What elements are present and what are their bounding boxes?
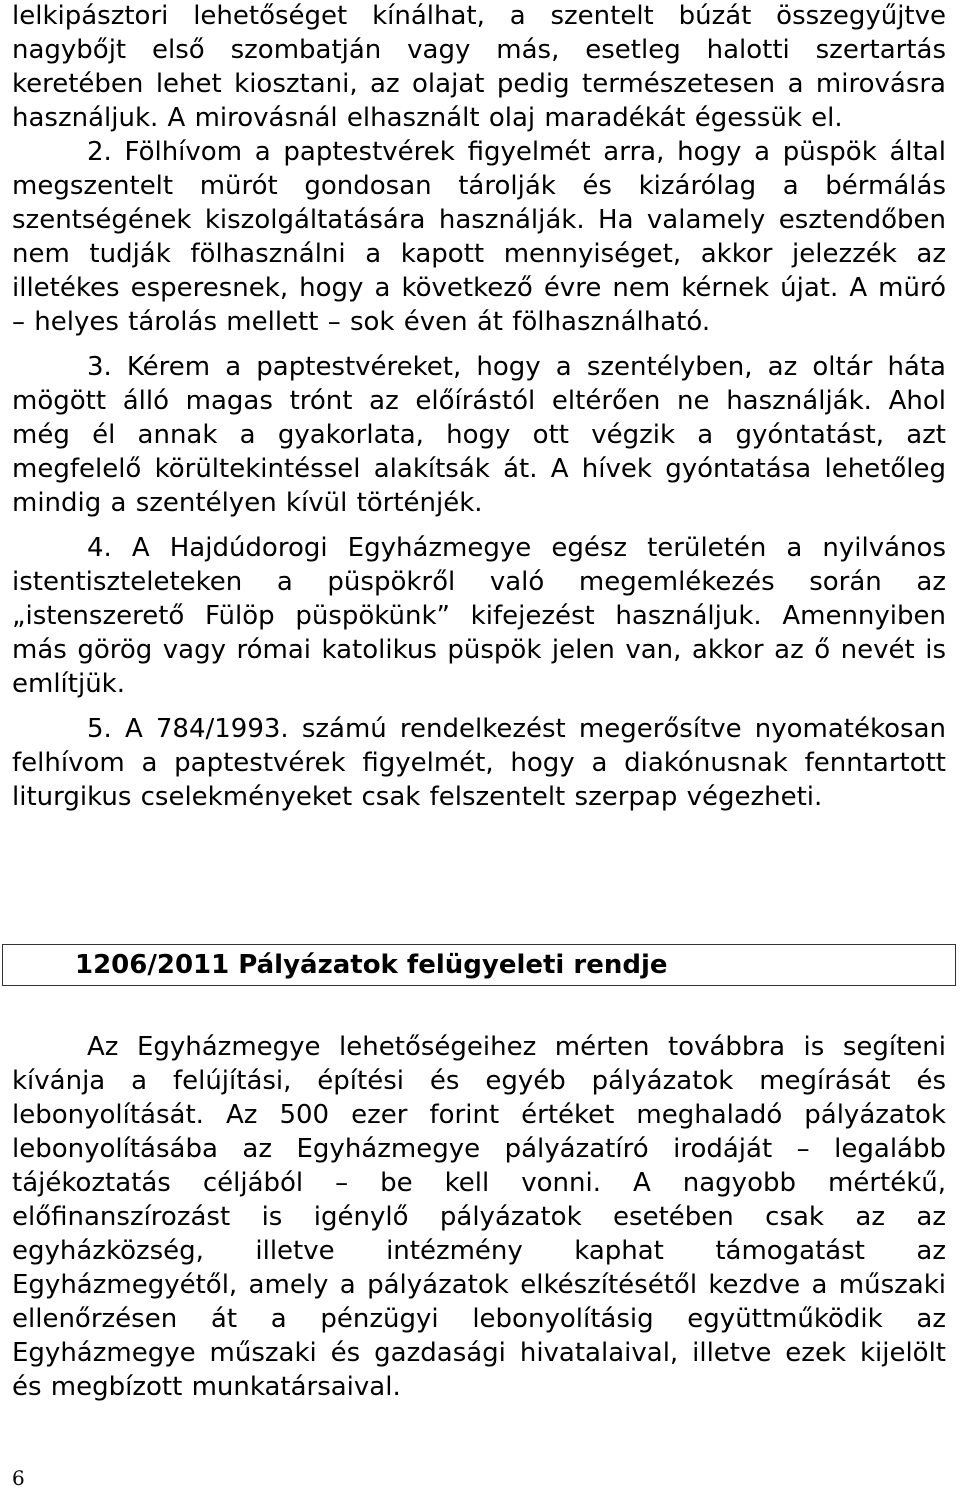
page-number: 6 — [12, 1466, 25, 1490]
section-heading-box — [2, 944, 956, 986]
paragraph-item-3: 3. Kérem a paptestvéreket, hogy a szentélyben, az oltár háta mögött álló magas trónt az előírástól eltérően ne használják. Ahol még él annak a gyakorlata, hogy ott végzik a gyóntatást, azt megfelelő körültekintéssel alakítsák át. A hívek gyóntatása lehetőleg mindig a szentélyen kívül történjék. — [12, 352, 946, 518]
paragraph-item-2: 2. Fölhívom a paptestvérek figyelmét arra, hogy a püspök által megszentelt mürót gondosan tárolják és kizárólag a bérmálás szentségének kiszolgáltatására használják. Ha valamely esztendőben nem tudják fölhasználni a kapott mennyiséget, akkor jelezzék az illetékes esperesnek, hogy a következő évre nem kérnek újat. A müró – helyes tárolás mellett – sok éven át fölhasználható. — [12, 137, 946, 337]
paragraph-continuation: lelkipásztori lehetőséget kínálhat, a szentelt búzát összegyűjtve nagybőjt első szombatján vagy más, esetleg halotti szertartás keretében lehet kiosztani, az olajat pedig természetesen a mirovásra használjuk. A mirovásnál elhasznált olaj maradékát égessük el. — [12, 1, 946, 133]
document-page — [12, 0, 946, 814]
paragraph-item-5: 5. A 784/1993. számú rendelkezést megerősítve nyomatékosan felhívom a paptestvérek figyelmét, hogy a diakónusnak fenntartott liturgikus cselekményeket csak felszentelt szerpap végezheti. — [12, 714, 946, 812]
paragraph-item-4: 4. A Hajdúdorogi Egyházmegye egész területén a nyilvános istentiszteleteken a püspökről való megemlékezés során az „istenszerető Fülöp püspökünk” kifejezést használjuk. Amennyiben más görög vagy római katolikus püspök jelen van, akkor az ő nevét is említjük. — [12, 533, 946, 699]
section-title: 1206/2011 Pályázatok felügyeleti rendje — [75, 950, 668, 980]
section-body-paragraph: Az Egyházmegye lehetőségeihez mérten továbbra is segíteni kívánja a felújítási, építési és egyéb pályázatok megírását és lebonyolítását. Az 500 ezer forint értéket meghaladó pályázatok lebonyolításába az Egyházmegye pályázatíró irodáját – legalább tájékoztatás céljából – be kell vonni. A nagyobb mértékű, előfinanszírozást is igénylő pályázatok esetében csak az az egyházközség, illetve intézmény kaphat támogatást az Egyházmegyétől, amely a pályázatok elkészítésétől kezdve a műszaki ellenőrzésen át a pénzügyi lebonyolításig együttműködik az Egyházmegye műszaki és gazdasági hivatalaival, illetve ezek kijelölt és megbízott munkatársaival. — [12, 1032, 946, 1402]
